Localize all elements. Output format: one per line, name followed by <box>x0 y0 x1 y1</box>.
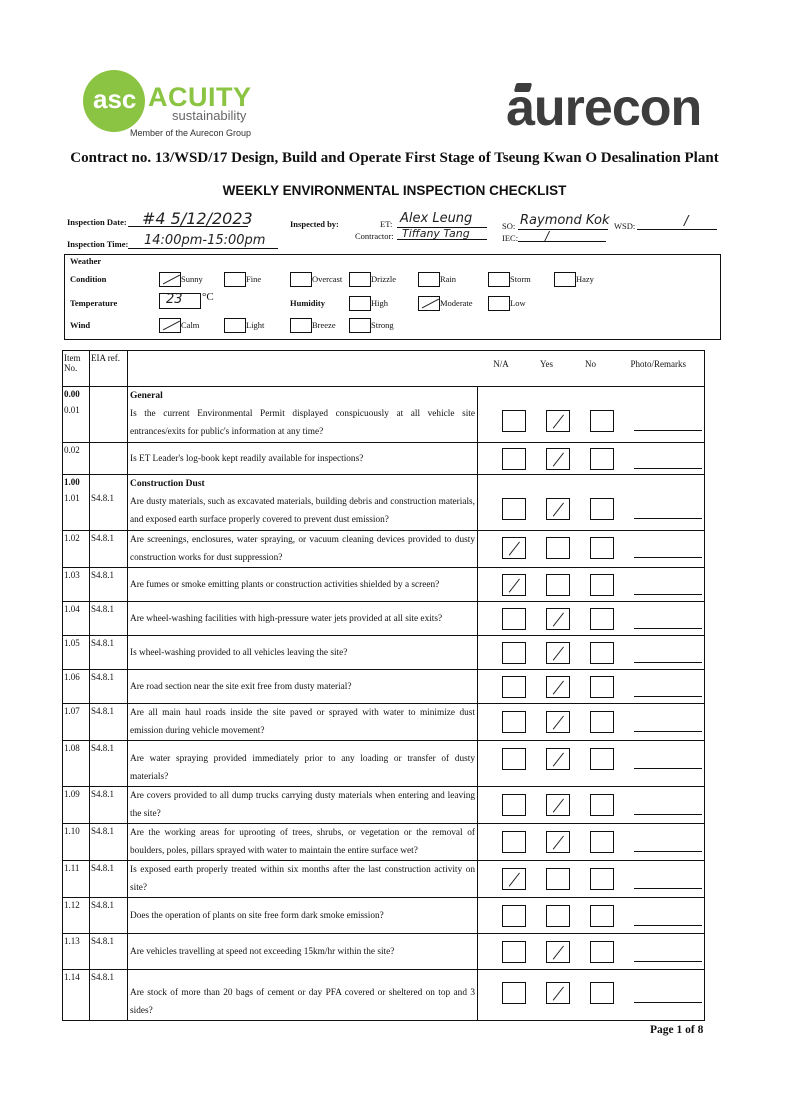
question-cell <box>128 568 478 602</box>
question-cell <box>128 898 478 934</box>
item-number: 1.10 <box>64 826 80 836</box>
answer-cell <box>478 934 705 970</box>
item-number-cell <box>63 704 90 741</box>
item-number: 1.13 <box>64 936 80 946</box>
remarks-field[interactable] <box>634 430 702 431</box>
question-cell <box>128 602 478 636</box>
remarks-field[interactable] <box>634 557 702 558</box>
remarks-field[interactable] <box>634 851 702 852</box>
remarks-field[interactable] <box>634 662 702 663</box>
acuity-logo-icon <box>83 70 145 132</box>
na-checkbox[interactable] <box>502 608 526 630</box>
item-number-cell <box>63 787 90 824</box>
remarks-field[interactable] <box>634 731 702 732</box>
condition-sunny-label: Sunny <box>181 274 203 284</box>
contract-title: Contract no. 13/WSD/17 Design, Build and Operate First Stage of Tseung Kwan O Desalination Plant <box>70 150 719 166</box>
item-number-cell <box>63 531 90 568</box>
so-value[interactable]: Raymond Kok <box>520 213 610 228</box>
item-number-cell <box>63 898 90 934</box>
item-number-cell <box>63 824 90 861</box>
eia-ref: S4.8.1 <box>91 493 115 503</box>
acuity-wordmark: ACUITY <box>148 82 252 112</box>
question-cell <box>128 670 478 704</box>
question-text: Are covers provided to all dump trucks carrying dusty materials when entering and leaving the site? <box>130 791 475 819</box>
remarks-field[interactable] <box>634 594 702 595</box>
eia-ref: S4.8.1 <box>91 604 115 614</box>
aurecon-logo: aurecon <box>506 79 702 137</box>
question-text: Are stock of more than 20 bags of cement or day PFA covered or sheltered on top and 3 sides? <box>130 988 475 1016</box>
condition-drizzle-checkbox[interactable] <box>349 272 371 287</box>
remarks-field[interactable] <box>634 468 702 469</box>
condition-label: Condition <box>70 274 107 284</box>
item-number: 1.04 <box>64 604 80 614</box>
question-text: Is ET Leader's log-book kept readily available for inspections? <box>130 454 364 464</box>
question-text: Are water spraying provided immediately prior to any loading or transfer of dusty materials? <box>130 754 475 782</box>
item-number: 1.06 <box>64 672 80 682</box>
remarks-field[interactable] <box>634 925 702 926</box>
temperature-value[interactable]: 23 <box>166 292 183 307</box>
contractor-label: Contractor: <box>355 231 394 241</box>
question-text: Are vehicles travelling at speed not exceeding 15km/hr within the site? <box>130 947 395 957</box>
condition-rain-label: Rain <box>440 274 457 284</box>
yes-checkbox[interactable] <box>546 941 570 963</box>
question-text: Are wheel-washing facilities with high-pressure water jets provided at all site exits? <box>130 614 443 624</box>
col-eia-header: EIA ref. <box>90 351 128 387</box>
remarks-field[interactable] <box>634 518 702 519</box>
yes-checkbox[interactable] <box>546 642 570 664</box>
humidity-high-label: High <box>371 298 388 308</box>
inspected-by-label: Inspected by: <box>290 219 339 229</box>
item-number: 0.02 <box>64 445 80 455</box>
humidity-moderate-label: Moderate <box>440 298 473 308</box>
remarks-field[interactable] <box>634 814 702 815</box>
item-number-cell <box>63 475 90 531</box>
table-header <box>63 351 705 387</box>
item-number-cell <box>63 934 90 970</box>
answer-cell <box>478 787 705 824</box>
item-number-cell <box>63 443 90 475</box>
na-checkbox[interactable] <box>502 498 526 520</box>
inspection-time-label: Inspection Time: <box>67 239 129 249</box>
eia-ref: S4.8.1 <box>91 863 115 873</box>
item-number: 1.12 <box>64 900 80 910</box>
no-checkbox[interactable] <box>590 868 614 890</box>
col-na-header: N/A <box>478 351 525 387</box>
table-row <box>63 387 705 443</box>
no-checkbox[interactable] <box>590 642 614 664</box>
eia-ref-cell <box>90 970 128 1021</box>
na-checkbox[interactable] <box>502 448 526 470</box>
question-text: Are dusty materials, such as excavated materials, building debris and construction materials, and exposed earth surface properly covered to prevent dust emission? <box>130 497 475 525</box>
question-cell <box>128 704 478 741</box>
question-text: Are road section near the site exit free from dusty material? <box>130 682 352 692</box>
question-text: Is exposed earth properly treated within six months after the last construction activity on site? <box>130 865 475 893</box>
table-row <box>63 861 705 898</box>
question-cell <box>128 787 478 824</box>
item-number: 1.11 <box>64 863 80 873</box>
inspection-date-label: Inspection Date: <box>67 217 127 227</box>
item-number-cell <box>63 670 90 704</box>
eia-ref-cell <box>90 861 128 898</box>
eia-ref-cell <box>90 387 128 443</box>
checklist-title: WEEKLY ENVIRONMENTAL INSPECTION CHECKLIST <box>222 183 567 198</box>
no-checkbox[interactable] <box>590 537 614 559</box>
item-number: 1.07 <box>64 706 80 716</box>
no-checkbox[interactable] <box>590 410 614 432</box>
section-title: Construction Dust <box>130 479 205 489</box>
eia-ref: S4.8.1 <box>91 672 115 682</box>
no-checkbox[interactable] <box>590 831 614 853</box>
iec-value[interactable]: / <box>545 229 550 243</box>
question-text: Is the current Environmental Permit displayed conspicuously at all vehicle site entrances/exits for public's information at any time? <box>130 409 475 437</box>
item-number-cell <box>63 970 90 1021</box>
wind-strong-label: Strong <box>371 320 394 330</box>
question-cell <box>128 475 478 531</box>
item-number: 1.00 <box>64 477 80 487</box>
remarks-field[interactable] <box>634 768 702 769</box>
eia-ref: S4.8.1 <box>91 570 115 580</box>
item-number: 1.02 <box>64 533 80 543</box>
eia-ref-cell <box>90 704 128 741</box>
eia-ref: S4.8.1 <box>91 900 115 910</box>
table-row <box>63 568 705 602</box>
yes-checkbox[interactable] <box>546 574 570 596</box>
time-underline <box>128 248 278 249</box>
inspection-time-value[interactable]: 14:00pm-15:00pm <box>144 233 266 248</box>
condition-hazy-label: Hazy <box>576 274 594 284</box>
humidity-low-checkbox[interactable] <box>488 296 510 311</box>
na-checkbox[interactable] <box>502 905 526 927</box>
table-row <box>63 475 705 531</box>
item-number-cell <box>63 741 90 787</box>
eia-ref-cell <box>90 787 128 824</box>
wind-breeze-checkbox[interactable] <box>290 318 312 333</box>
item-number-cell <box>63 568 90 602</box>
col-yes-header: Yes <box>525 351 569 387</box>
eia-ref: S4.8.1 <box>91 826 115 836</box>
yes-checkbox[interactable] <box>546 794 570 816</box>
acuity-subtitle: sustainability <box>172 108 247 123</box>
item-number: 1.08 <box>64 743 80 753</box>
checklist-table <box>62 350 705 1021</box>
remarks-field[interactable] <box>634 628 702 629</box>
item-number-cell <box>63 861 90 898</box>
humidity-low-label: Low <box>510 298 526 308</box>
table-row <box>63 741 705 787</box>
item-number: 1.14 <box>64 972 80 982</box>
answer-cell <box>478 824 705 861</box>
member-text: Member of the Aurecon Group <box>130 128 252 138</box>
wind-light-label: Light <box>246 320 265 330</box>
na-checkbox[interactable] <box>502 982 526 1004</box>
weather-title: Weather <box>70 256 102 266</box>
no-checkbox[interactable] <box>590 608 614 630</box>
table-row <box>63 670 705 704</box>
col-no-header: No <box>569 351 613 387</box>
table-row <box>63 443 705 475</box>
col-question-header <box>128 351 478 387</box>
wind-label: Wind <box>70 320 91 330</box>
eia-ref: S4.8.1 <box>91 706 115 716</box>
yes-checkbox[interactable] <box>546 905 570 927</box>
page-number: Page 1 of 8 <box>650 1024 704 1036</box>
eia-ref: S4.8.1 <box>91 972 115 982</box>
condition-hazy-checkbox[interactable] <box>554 272 576 287</box>
eia-ref: S4.8.1 <box>91 936 115 946</box>
so-label: SO: <box>502 221 516 231</box>
question-cell <box>128 861 478 898</box>
yes-checkbox[interactable] <box>546 711 570 733</box>
condition-storm-label: Storm <box>510 274 531 284</box>
answer-cell <box>478 970 705 1021</box>
question-cell <box>128 970 478 1021</box>
inspection-date-value[interactable]: #4 5/12/2023 <box>142 209 253 228</box>
sub-item-number: 0.01 <box>64 405 80 415</box>
answer-cell <box>478 568 705 602</box>
yes-checkbox[interactable] <box>546 982 570 1004</box>
condition-fine-label: Fine <box>246 274 262 284</box>
condition-sunny-checkbox[interactable] <box>159 272 181 287</box>
wind-light-checkbox[interactable] <box>224 318 246 333</box>
question-cell <box>128 741 478 787</box>
wind-breeze-label: Breeze <box>312 320 336 330</box>
wsd-underline <box>637 229 717 230</box>
question-cell <box>128 387 478 443</box>
sub-item-number: 1.01 <box>64 493 80 503</box>
na-checkbox[interactable] <box>502 711 526 733</box>
et-label: ET: <box>380 219 393 229</box>
no-checkbox[interactable] <box>590 748 614 770</box>
yes-checkbox[interactable] <box>546 831 570 853</box>
item-number: 1.09 <box>64 789 80 799</box>
question-cell <box>128 443 478 475</box>
eia-ref-cell <box>90 741 128 787</box>
wind-calm-checkbox[interactable] <box>159 318 181 333</box>
table-row <box>63 602 705 636</box>
condition-overcast-label: Overcast <box>312 274 343 284</box>
condition-overcast-checkbox[interactable] <box>290 272 312 287</box>
wsd-value[interactable]: / <box>684 214 689 229</box>
yes-checkbox[interactable] <box>546 448 570 470</box>
na-checkbox[interactable] <box>502 941 526 963</box>
item-number: 0.00 <box>64 389 80 399</box>
table-row <box>63 898 705 934</box>
humidity-high-checkbox[interactable] <box>349 296 371 311</box>
question-cell <box>128 934 478 970</box>
yes-checkbox[interactable] <box>546 537 570 559</box>
table-row <box>63 970 705 1021</box>
item-number: 1.05 <box>64 638 80 648</box>
question-cell <box>128 636 478 670</box>
condition-drizzle-label: Drizzle <box>371 274 397 284</box>
no-checkbox[interactable] <box>590 941 614 963</box>
iec-label: IEC: <box>502 233 519 243</box>
item-number-cell <box>63 602 90 636</box>
remarks-field[interactable] <box>634 888 702 889</box>
eia-ref-cell <box>90 824 128 861</box>
eia-ref-cell <box>90 898 128 934</box>
eia-ref: S4.8.1 <box>91 533 115 543</box>
col-remarks-header: Photo/Remarks <box>613 351 705 387</box>
na-checkbox[interactable] <box>502 574 526 596</box>
answer-cell <box>478 898 705 934</box>
eia-ref-cell <box>90 443 128 475</box>
question-text: Are the working areas for uprooting of trees, shrubs, or vegetation or the removal of boulders, poles, pillars sprayed with water to maintain the entire surface wet? <box>130 828 475 856</box>
yes-checkbox[interactable] <box>546 868 570 890</box>
na-checkbox[interactable] <box>502 868 526 890</box>
table-row <box>63 787 705 824</box>
iec-underline <box>518 241 606 242</box>
question-text: Is wheel-washing provided to all vehicles leaving the site? <box>130 648 348 658</box>
answer-cell <box>478 387 705 443</box>
no-checkbox[interactable] <box>590 498 614 520</box>
no-checkbox[interactable] <box>590 905 614 927</box>
na-checkbox[interactable] <box>502 831 526 853</box>
answer-cell <box>478 861 705 898</box>
condition-rain-checkbox[interactable] <box>418 272 440 287</box>
item-number-cell <box>63 636 90 670</box>
na-checkbox[interactable] <box>502 642 526 664</box>
answer-cell <box>478 670 705 704</box>
na-checkbox[interactable] <box>502 794 526 816</box>
item-number: 1.03 <box>64 570 80 580</box>
answer-cell <box>478 602 705 636</box>
eia-ref-cell <box>90 670 128 704</box>
na-checkbox[interactable] <box>502 676 526 698</box>
item-number-cell <box>63 387 90 443</box>
question-text: Are fumes or smoke emitting plants or construction activities shielded by a screen? <box>130 580 440 590</box>
remarks-field[interactable] <box>634 696 702 697</box>
eia-ref-cell <box>90 475 128 531</box>
eia-ref-cell <box>90 568 128 602</box>
question-text: Are screenings, enclosures, water spraying, or vacuum cleaning devices provided to dusty construction works for dust suppression? <box>130 535 475 563</box>
no-checkbox[interactable] <box>590 448 614 470</box>
no-checkbox[interactable] <box>590 574 614 596</box>
eia-ref-cell <box>90 531 128 568</box>
humidity-label: Humidity <box>290 298 325 308</box>
na-checkbox[interactable] <box>502 410 526 432</box>
table-row <box>63 934 705 970</box>
yes-checkbox[interactable] <box>546 676 570 698</box>
question-cell <box>128 824 478 861</box>
yes-checkbox[interactable] <box>546 748 570 770</box>
so-underline <box>518 229 608 230</box>
wind-strong-checkbox[interactable] <box>349 318 371 333</box>
answer-cell <box>478 475 705 531</box>
table-row <box>63 531 705 568</box>
et-value[interactable]: Alex Leung <box>400 211 473 226</box>
table-row <box>63 824 705 861</box>
table-row <box>63 636 705 670</box>
wind-calm-label: Calm <box>181 320 200 330</box>
col-item-header: Item No. <box>63 351 90 387</box>
condition-storm-checkbox[interactable] <box>488 272 510 287</box>
no-checkbox[interactable] <box>590 676 614 698</box>
eia-ref-cell <box>90 636 128 670</box>
temperature-label: Temperature <box>70 298 118 308</box>
remarks-field[interactable] <box>634 961 702 962</box>
acuity-logo-letters: asc <box>93 84 137 114</box>
section-title: General <box>130 391 163 401</box>
answer-cell <box>478 704 705 741</box>
eia-ref-cell <box>90 602 128 636</box>
question-text: Are all main haul roads inside the site paved or sprayed with water to minimize dust emission during vehicle movement? <box>130 708 475 736</box>
table-row <box>63 704 705 741</box>
condition-fine-checkbox[interactable] <box>224 272 246 287</box>
answer-cell <box>478 443 705 475</box>
na-checkbox[interactable] <box>502 537 526 559</box>
no-checkbox[interactable] <box>590 711 614 733</box>
no-checkbox[interactable] <box>590 794 614 816</box>
answer-cell <box>478 636 705 670</box>
na-checkbox[interactable] <box>502 748 526 770</box>
answer-cell <box>478 741 705 787</box>
question-text: Does the operation of plants on site free form dark smoke emission? <box>130 911 384 921</box>
yes-checkbox[interactable] <box>546 498 570 520</box>
no-checkbox[interactable] <box>590 982 614 1004</box>
temperature-unit: °C <box>202 291 214 303</box>
eia-ref: S4.8.1 <box>91 743 115 753</box>
wsd-label: WSD: <box>614 221 636 231</box>
humidity-moderate-checkbox[interactable] <box>418 296 440 311</box>
remarks-field[interactable] <box>634 1002 702 1003</box>
answer-cell <box>478 531 705 568</box>
yes-checkbox[interactable] <box>546 410 570 432</box>
yes-checkbox[interactable] <box>546 608 570 630</box>
question-cell <box>128 531 478 568</box>
eia-ref: S4.8.1 <box>91 789 115 799</box>
eia-ref-cell <box>90 934 128 970</box>
contractor-value[interactable]: Tiffany Tang <box>402 227 470 240</box>
eia-ref: S4.8.1 <box>91 638 115 648</box>
